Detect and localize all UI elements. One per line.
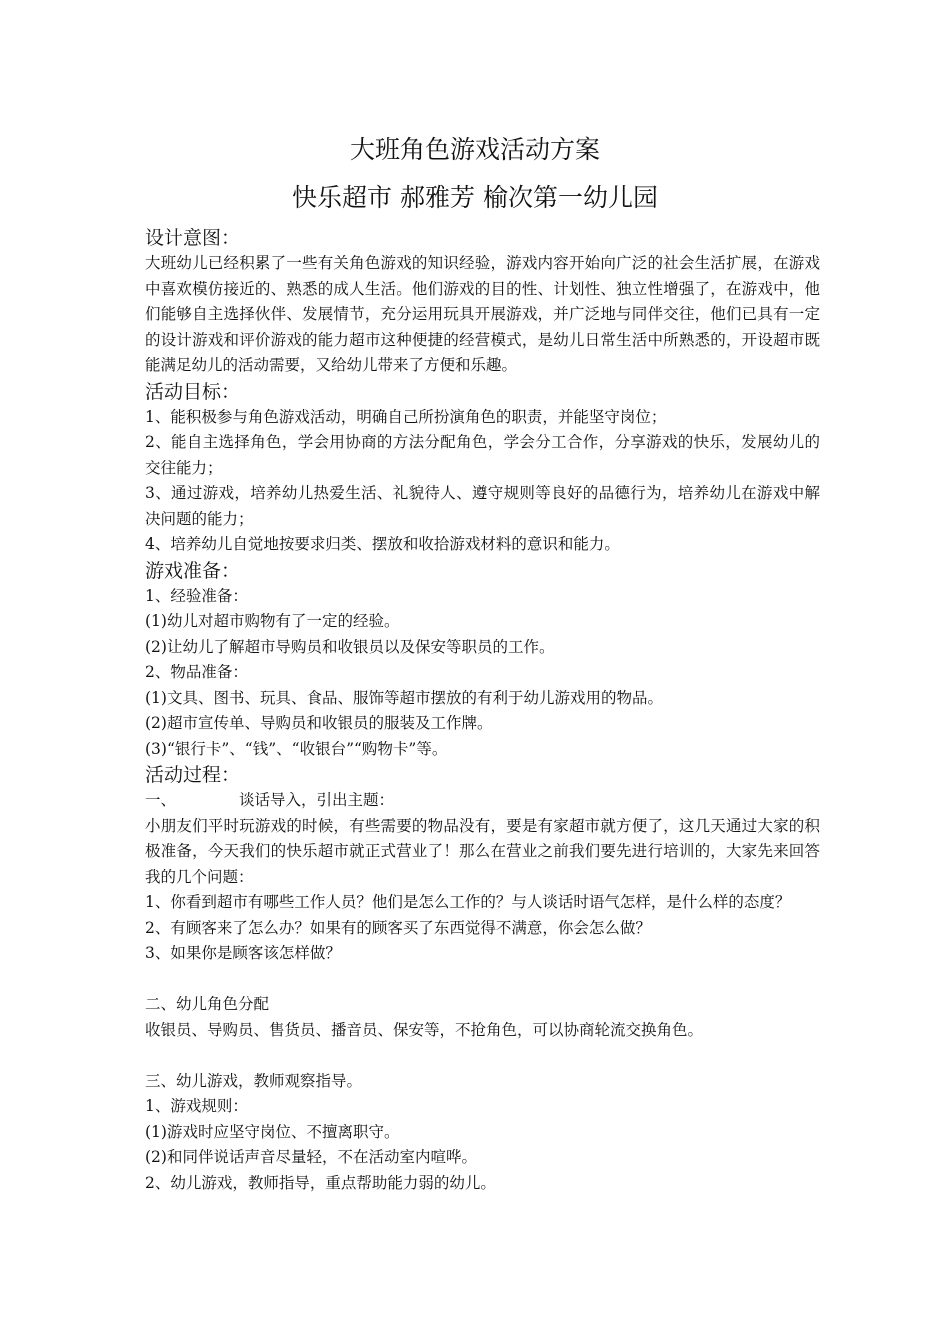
process-heading: 活动过程： — [145, 764, 241, 786]
preparation-line: 2、物品准备： — [145, 663, 248, 681]
document-body — [145, 225, 820, 1196]
preparation-line: (2)让幼儿了解超市导购员和收银员以及保安等职员的工作。 — [145, 637, 555, 656]
question-item: 3、如果你是顾客该怎样做？ — [145, 944, 341, 962]
preparation-line: (1)文具、图书、玩具、食品、服饰等超市摆放的有利于幼儿游戏用的物品。 — [145, 688, 663, 707]
preparation-line: (1)幼儿对超市购物有了一定的经验。 — [145, 612, 400, 630]
preparation-line: (2)超市宣传单、导购员和收银员的服装及工作牌。 — [145, 714, 493, 732]
spacer — [145, 967, 820, 993]
goal-item: 1、能积极参与角色游戏活动，明确自己所扮演角色的职责，并能坚守岗位； — [145, 407, 667, 426]
design-intent-paragraph: 大班幼儿已经积累了一些有关角色游戏的知识经验，游戏内容开始向广泛的社会生活扩展，在游戏中喜欢模仿接近的、熟悉的成人生活。他们游戏的目的性、计划性、独立性增强了，在游戏中，他们能够自主选择伙伴、发展情节，充分运用玩具开展游戏，并广泛地与同伴交往，他们已具有一定的设计游戏和评价游戏的能力超市这种便捷的经营模式，是幼儿日常生活中所熟悉的，开设超市既能满足幼儿的活动需要，又给幼儿带来了方便和乐趣。 — [145, 254, 820, 374]
preparation-line: 1、经验准备： — [145, 586, 248, 605]
step2-title: 二、幼儿角色分配 — [145, 995, 270, 1013]
step1-number: 一、 — [145, 791, 177, 809]
goals-heading: 活动目标： — [145, 380, 241, 403]
step2-body: 收银员、导购员、售货员、播音员、保安等，不抢角色，可以协商轮流交换角色。 — [145, 1020, 704, 1039]
step3-line: 1、游戏规则： — [145, 1097, 248, 1115]
step1-intro: 小朋友们平时玩游戏的时候，有些需要的物品没有，要是有家超市就方便了，这几天通过大家的积极准备，今天我们的快乐超市就正式营业了！那么在营业之前我们要先进行培训的，大家先来回答我的几个问题： — [145, 816, 820, 886]
step3-line: (2)和同伴说话声音尽量轻，不在活动室内喧哗。 — [145, 1148, 477, 1166]
step3-title: 三、幼儿游戏，教师观察指导。 — [145, 1071, 363, 1090]
goal-item: 4、培养幼儿自觉地按要求归类、摆放和收拾游戏材料的意识和能力。 — [145, 535, 620, 553]
document-title: 大班角色游戏活动方案 — [349, 135, 600, 164]
step1-title: 谈话导入，引出主题： — [239, 791, 395, 809]
goal-item: 3、通过游戏，培养幼儿热爱生活、礼貌待人、遵守规则等良好的品德行为，培养幼儿在游戏中解决问题的能力； — [145, 484, 820, 528]
preparation-heading: 游戏准备： — [145, 559, 241, 582]
step1-heading — [145, 788, 820, 814]
question-item: 2、有顾客来了怎么办？如果有的顾客买了东西觉得不满意，你会怎么做？ — [145, 918, 651, 937]
step3-line: 2、幼儿游戏，教师指导，重点帮助能力弱的幼儿。 — [145, 1173, 496, 1192]
document-subtitle: 快乐超市 郝雅芳 榆次第一幼儿园 — [292, 183, 658, 212]
design-intent-heading: 设计意图： — [145, 227, 241, 249]
preparation-line: (3)“银行卡”、“钱”、“收银台”“购物卡”等。 — [145, 739, 448, 758]
goal-item: 2、能自主选择角色，学会用协商的方法分配角色，学会分工合作，分享游戏的快乐，发展幼儿的交往能力； — [145, 433, 820, 477]
spacer — [145, 1043, 820, 1069]
step3-line: (1)游戏时应坚守岗位、不擅离职守。 — [145, 1122, 400, 1141]
question-item: 1、你看到超市有哪些工作人员？他们是怎么工作的？与人谈话时语气怎样，是什么样的态度？ — [145, 893, 791, 911]
